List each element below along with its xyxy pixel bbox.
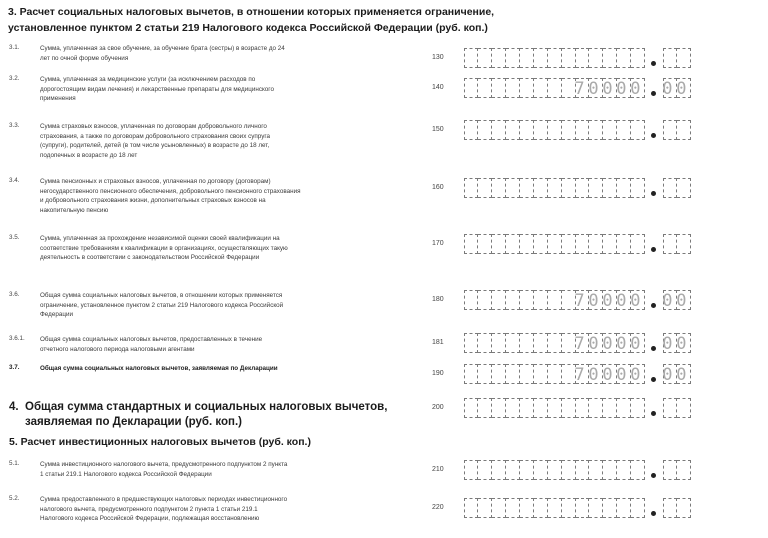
row-160-description: [40, 177, 380, 215]
row-140-decimal-dot: [651, 91, 656, 96]
ruble-digit-cell[interactable]: [548, 333, 562, 353]
ruble-digit-cell[interactable]: [574, 290, 645, 311]
ruble-digit-cell[interactable]: [631, 178, 645, 198]
ruble-digit-cell[interactable]: [492, 234, 506, 254]
ruble-digit-cell[interactable]: [574, 333, 645, 354]
ruble-digit-cell[interactable]: [506, 178, 520, 198]
description-line: Общая сумма социальных налоговых вычетов, заявляемая по Декларации: [40, 365, 278, 372]
row-190-rubles-cells[interactable]: [464, 364, 645, 384]
kopeck-digit-cell[interactable]: [663, 120, 677, 140]
ruble-digit-cell[interactable]: [478, 460, 492, 480]
kopeck-digit-cell[interactable]: [677, 498, 691, 518]
row-220-kopecks-cells[interactable]: [663, 498, 691, 518]
row-170-description: [40, 234, 380, 263]
ruble-digit-cell[interactable]: [506, 333, 520, 353]
ruble-digit-cell[interactable]: [574, 364, 645, 385]
row-160-number: 3.4.: [9, 177, 20, 184]
ruble-digit-cell[interactable]: [574, 78, 645, 99]
row-160-kopecks-cells[interactable]: [663, 178, 691, 198]
ruble-digit-cell[interactable]: [506, 498, 520, 518]
row-190-rubles-value: 70000: [574, 365, 645, 385]
description-line: страхования, а также по договорам добровольного страхования своих супруга: [40, 132, 271, 140]
ruble-digit-cell[interactable]: [506, 290, 520, 310]
kopeck-digit-cell[interactable]: [677, 120, 691, 140]
row-190-kopecks-cells[interactable]: [663, 364, 691, 384]
row-140-rubles-cells[interactable]: [464, 78, 645, 98]
ruble-digit-cell[interactable]: [603, 460, 617, 480]
section-4-number: 4.: [9, 401, 19, 413]
description-line: и добровольного страхования жизни, дополнительных страховых взносов на: [40, 197, 266, 204]
ruble-digit-cell[interactable]: [520, 498, 534, 518]
ruble-digit-cell[interactable]: [617, 234, 631, 254]
ruble-digit-cell[interactable]: [478, 178, 492, 198]
row-150-decimal-dot: [651, 133, 656, 138]
ruble-digit-cell[interactable]: [589, 398, 603, 418]
ruble-digit-cell[interactable]: [562, 290, 576, 310]
row-190-code: 190: [432, 370, 444, 377]
ruble-digit-cell[interactable]: [534, 78, 548, 98]
row-130-amount-field: [464, 48, 764, 68]
ruble-digit-cell[interactable]: [534, 398, 548, 418]
ruble-digit-cell[interactable]: [562, 498, 576, 518]
ruble-digit-cell[interactable]: [506, 364, 520, 384]
ruble-digit-cell[interactable]: [520, 48, 534, 68]
ruble-digit-cell[interactable]: [492, 178, 506, 198]
ruble-digit-cell[interactable]: [548, 234, 562, 254]
section-4-title-line-2: заявляемая по Декларации (руб. коп.): [25, 416, 243, 428]
ruble-digit-cell[interactable]: [464, 290, 478, 310]
ruble-digit-cell[interactable]: [534, 178, 548, 198]
description-line: применения: [40, 95, 76, 102]
ruble-digit-cell[interactable]: [589, 48, 603, 68]
row-140-kopecks-value: 00: [662, 79, 691, 99]
ruble-digit-cell[interactable]: [478, 364, 492, 384]
kopeck-digit-cell[interactable]: [677, 48, 691, 68]
row-130-kopecks-cells[interactable]: [663, 48, 691, 68]
ruble-digit-cell[interactable]: [562, 234, 576, 254]
row-150-number: 3.3.: [9, 122, 20, 129]
ruble-digit-cell[interactable]: [492, 398, 506, 418]
row-190-decimal-dot: [651, 377, 656, 382]
ruble-digit-cell[interactable]: [548, 460, 562, 480]
kopeck-digit-cell[interactable]: [663, 234, 677, 254]
row-181-kopecks-value: 00: [662, 334, 691, 354]
row-200-code: 200: [432, 404, 444, 411]
ruble-digit-cell[interactable]: [478, 234, 492, 254]
row-140-number: 3.2.: [9, 75, 20, 82]
row-220-rubles-cells[interactable]: [464, 498, 645, 518]
ruble-digit-cell[interactable]: [520, 78, 534, 98]
row-181-code: 181: [432, 339, 444, 346]
row-170-code: 170: [432, 240, 444, 247]
ruble-digit-cell[interactable]: [548, 398, 562, 418]
description-line: дорогостоящим видам лечения) и лекарственные препараты для медицинского: [40, 85, 274, 93]
description-line: Федерации: [40, 311, 73, 318]
row-190-description: [40, 364, 380, 374]
description-line: Налогового кодекса Российской Федерации, подлежащая восстановлению: [40, 515, 260, 522]
ruble-digit-cell[interactable]: [562, 460, 576, 480]
ruble-digit-cell[interactable]: [576, 120, 590, 140]
ruble-digit-cell[interactable]: [631, 460, 645, 480]
ruble-digit-cell[interactable]: [562, 48, 576, 68]
description-line: налогового вычета, предусмотренного подпунктом 2 пункта 1 статьи 219.1: [40, 505, 258, 513]
ruble-digit-cell[interactable]: [464, 460, 478, 480]
ruble-digit-cell[interactable]: [617, 460, 631, 480]
row-210-code: 210: [432, 466, 444, 473]
row-181-description: [40, 335, 380, 354]
row-130-number: 3.1.: [9, 44, 20, 51]
row-200-decimal-dot: [651, 411, 656, 416]
row-180-kopecks-cells[interactable]: [663, 290, 691, 310]
description-line: соответствие требованиям к квалификации в организациях, осуществляющих такую: [40, 244, 288, 252]
ruble-digit-cell[interactable]: [534, 120, 548, 140]
ruble-digit-cell[interactable]: [617, 398, 631, 418]
ruble-digit-cell[interactable]: [506, 460, 520, 480]
kopeck-digit-cell[interactable]: [662, 78, 691, 99]
ruble-digit-cell[interactable]: [464, 234, 478, 254]
row-210-kopecks-cells[interactable]: [663, 460, 691, 480]
ruble-digit-cell[interactable]: [631, 498, 645, 518]
description-line: подопечных в возрасте до 18 лет: [40, 151, 138, 159]
ruble-digit-cell[interactable]: [562, 178, 576, 198]
row-170-decimal-dot: [651, 247, 656, 252]
ruble-digit-cell[interactable]: [576, 48, 590, 68]
ruble-digit-cell[interactable]: [464, 78, 478, 98]
description-line: деятельность в соответствии с законодательством Российской Федерации: [40, 254, 260, 261]
ruble-digit-cell[interactable]: [603, 120, 617, 140]
ruble-digit-cell[interactable]: [562, 398, 576, 418]
row-130-decimal-dot: [651, 61, 656, 66]
row-220-amount-field: [464, 498, 764, 518]
kopeck-digit-cell[interactable]: [677, 178, 691, 198]
ruble-digit-cell[interactable]: [492, 364, 506, 384]
row-181-kopecks-cells[interactable]: [663, 333, 691, 353]
ruble-digit-cell[interactable]: [464, 364, 478, 384]
row-180-number: 3.6.: [9, 291, 20, 298]
ruble-digit-cell[interactable]: [562, 364, 576, 384]
ruble-digit-cell[interactable]: [576, 178, 590, 198]
ruble-digit-cell[interactable]: [464, 333, 478, 353]
ruble-digit-cell[interactable]: [548, 290, 562, 310]
ruble-digit-cell[interactable]: [520, 364, 534, 384]
row-210-decimal-dot: [651, 473, 656, 478]
kopeck-digit-cell[interactable]: [663, 498, 677, 518]
kopeck-digit-cell[interactable]: [662, 333, 691, 354]
ruble-digit-cell[interactable]: [520, 333, 534, 353]
row-180-rubles-value: 70000: [574, 291, 645, 311]
kopeck-digit-cell[interactable]: [662, 290, 691, 311]
ruble-digit-cell[interactable]: [603, 178, 617, 198]
row-150-amount-field: [464, 120, 764, 140]
row-190-kopecks-value: 00: [662, 365, 691, 385]
ruble-digit-cell[interactable]: [520, 460, 534, 480]
kopeck-digit-cell[interactable]: [677, 460, 691, 480]
ruble-digit-cell[interactable]: [589, 498, 603, 518]
row-190-number: 3.7.: [9, 364, 20, 371]
ruble-digit-cell[interactable]: [464, 120, 478, 140]
ruble-digit-cell[interactable]: [548, 120, 562, 140]
kopeck-digit-cell[interactable]: [677, 234, 691, 254]
ruble-digit-cell[interactable]: [492, 498, 506, 518]
description-line: негосударственного пенсионного обеспечения, добровольного пенсионного страхования: [40, 187, 301, 195]
row-170-rubles-cells[interactable]: [464, 234, 645, 254]
description-line: Сумма, уплаченная за медицинские услуги (за исключением расходов по: [40, 76, 256, 83]
ruble-digit-cell[interactable]: [548, 78, 562, 98]
ruble-digit-cell[interactable]: [562, 333, 576, 353]
ruble-digit-cell[interactable]: [492, 48, 506, 68]
row-200-kopecks-cells[interactable]: [663, 398, 691, 418]
ruble-digit-cell[interactable]: [478, 48, 492, 68]
kopeck-digit-cell[interactable]: [663, 48, 677, 68]
row-220-description: [40, 495, 380, 524]
description-line: Общая сумма социальных налоговых вычетов, в отношении которых применяется: [40, 292, 283, 299]
row-210-description: [40, 460, 380, 479]
row-180-code: 180: [432, 296, 444, 303]
row-140-rubles-value: 70000: [574, 79, 645, 99]
ruble-digit-cell[interactable]: [631, 120, 645, 140]
row-150-kopecks-cells[interactable]: [663, 120, 691, 140]
description-line: Сумма предоставленного в предшествующих налоговых периодах инвестиционного: [40, 496, 288, 503]
section-3-title-line-1: 3. Расчет социальных налоговых вычетов, в отношении которых применяется ограничение,: [8, 6, 495, 18]
row-210-number: 5.1.: [9, 460, 20, 467]
ruble-digit-cell[interactable]: [631, 398, 645, 418]
ruble-digit-cell[interactable]: [534, 234, 548, 254]
row-180-kopecks-value: 00: [662, 291, 691, 311]
section-5-title: 5. Расчет инвестиционных налоговых вычетов (руб. коп.): [9, 436, 311, 448]
description-line: накопительную пенсию: [40, 206, 109, 214]
ruble-digit-cell[interactable]: [464, 498, 478, 518]
ruble-digit-cell[interactable]: [534, 498, 548, 518]
section-3-title-line-2: установленное пунктом 2 статьи 219 Налогового кодекса Российской Федерации (руб. коп.): [8, 22, 488, 34]
ruble-digit-cell[interactable]: [478, 398, 492, 418]
row-160-amount-field: [464, 178, 764, 198]
row-181-rubles-cells[interactable]: [464, 333, 645, 353]
row-170-number: 3.5.: [9, 234, 20, 241]
ruble-digit-cell[interactable]: [548, 498, 562, 518]
ruble-digit-cell[interactable]: [520, 234, 534, 254]
kopeck-digit-cell[interactable]: [677, 398, 691, 418]
ruble-digit-cell[interactable]: [589, 460, 603, 480]
ruble-digit-cell[interactable]: [506, 234, 520, 254]
ruble-digit-cell[interactable]: [617, 48, 631, 68]
row-170-amount-field: [464, 234, 764, 254]
ruble-digit-cell[interactable]: [562, 78, 576, 98]
row-150-rubles-cells[interactable]: [464, 120, 645, 140]
ruble-digit-cell[interactable]: [464, 178, 478, 198]
ruble-digit-cell[interactable]: [520, 398, 534, 418]
description-line: (супруги), родителей, детей (в том числе усыновленных) в возрасте до 18 лет,: [40, 142, 270, 149]
row-140-kopecks-cells[interactable]: [663, 78, 691, 98]
ruble-digit-cell[interactable]: [603, 398, 617, 418]
ruble-digit-cell[interactable]: [492, 120, 506, 140]
ruble-digit-cell[interactable]: [548, 364, 562, 384]
ruble-digit-cell[interactable]: [520, 178, 534, 198]
row-190-amount-field: [464, 364, 764, 384]
ruble-digit-cell[interactable]: [506, 120, 520, 140]
description-line: Сумма пенсионных и страховых взносов, уплаченная по договору (договорам): [40, 178, 271, 185]
description-line: отчетного налогового периода налоговыми агентами: [40, 345, 195, 353]
row-181-decimal-dot: [651, 346, 656, 351]
description-line: Сумма, уплаченная за прохождение независимой оценки своей квалификации на: [40, 235, 280, 242]
ruble-digit-cell[interactable]: [492, 333, 506, 353]
ruble-digit-cell[interactable]: [589, 120, 603, 140]
row-140-amount-field: [464, 78, 764, 98]
ruble-digit-cell[interactable]: [492, 78, 506, 98]
section-4-title-line-1: Общая сумма стандартных и социальных налоговых вычетов,: [25, 401, 388, 413]
row-180-description: [40, 291, 380, 320]
ruble-digit-cell[interactable]: [506, 398, 520, 418]
ruble-digit-cell[interactable]: [589, 178, 603, 198]
ruble-digit-cell[interactable]: [617, 178, 631, 198]
ruble-digit-cell[interactable]: [576, 234, 590, 254]
ruble-digit-cell[interactable]: [534, 290, 548, 310]
ruble-digit-cell[interactable]: [603, 234, 617, 254]
ruble-digit-cell[interactable]: [478, 78, 492, 98]
ruble-digit-cell[interactable]: [548, 178, 562, 198]
ruble-digit-cell[interactable]: [492, 290, 506, 310]
ruble-digit-cell[interactable]: [506, 48, 520, 68]
row-181-number: 3.6.1.: [9, 335, 25, 342]
ruble-digit-cell[interactable]: [534, 333, 548, 353]
row-150-description: [40, 122, 380, 160]
ruble-digit-cell[interactable]: [562, 120, 576, 140]
row-140-description: [40, 75, 380, 104]
row-210-rubles-cells[interactable]: [464, 460, 645, 480]
ruble-digit-cell[interactable]: [576, 460, 590, 480]
description-line: 1 статьи 219.1 Налогового кодекса Российской Федерации: [40, 470, 212, 478]
ruble-digit-cell[interactable]: [478, 498, 492, 518]
row-170-kopecks-cells[interactable]: [663, 234, 691, 254]
ruble-digit-cell[interactable]: [464, 398, 478, 418]
row-200-rubles-cells[interactable]: [464, 398, 645, 418]
ruble-digit-cell[interactable]: [534, 460, 548, 480]
kopeck-digit-cell[interactable]: [663, 398, 677, 418]
ruble-digit-cell[interactable]: [548, 48, 562, 68]
row-160-rubles-cells[interactable]: [464, 178, 645, 198]
description-line: Общая сумма социальных налоговых вычетов, предоставленных в течение: [40, 336, 263, 343]
ruble-digit-cell[interactable]: [589, 234, 603, 254]
ruble-digit-cell[interactable]: [506, 78, 520, 98]
ruble-digit-cell[interactable]: [617, 120, 631, 140]
row-160-decimal-dot: [651, 191, 656, 196]
row-220-number: 5.2.: [9, 495, 20, 502]
kopeck-digit-cell[interactable]: [662, 364, 691, 385]
ruble-digit-cell[interactable]: [478, 290, 492, 310]
description-line: Сумма инвестиционного налогового вычета, предусмотренного подпунктом 2 пункта: [40, 461, 288, 468]
ruble-digit-cell[interactable]: [603, 498, 617, 518]
ruble-digit-cell[interactable]: [576, 398, 590, 418]
kopeck-digit-cell[interactable]: [663, 178, 677, 198]
row-181-rubles-value: 70000: [574, 334, 645, 354]
ruble-digit-cell[interactable]: [603, 48, 617, 68]
ruble-digit-cell[interactable]: [576, 498, 590, 518]
row-130-description: [40, 44, 380, 63]
ruble-digit-cell[interactable]: [478, 120, 492, 140]
row-140-code: 140: [432, 84, 444, 91]
ruble-digit-cell[interactable]: [520, 290, 534, 310]
row-220-code: 220: [432, 504, 444, 511]
ruble-digit-cell[interactable]: [631, 48, 645, 68]
row-180-amount-field: [464, 290, 764, 310]
ruble-digit-cell[interactable]: [492, 460, 506, 480]
row-150-code: 150: [432, 126, 444, 133]
ruble-digit-cell[interactable]: [534, 364, 548, 384]
description-line: Сумма страховых взносов, уплаченная по договорам добровольного личного: [40, 123, 267, 130]
ruble-digit-cell[interactable]: [534, 48, 548, 68]
ruble-digit-cell[interactable]: [631, 234, 645, 254]
row-180-decimal-dot: [651, 303, 656, 308]
row-130-code: 130: [432, 54, 444, 61]
row-160-code: 160: [432, 184, 444, 191]
description-line: Сумма, уплаченная за свое обучение, за обучение брата (сестры) в возрасте до 24: [40, 45, 285, 52]
ruble-digit-cell[interactable]: [478, 333, 492, 353]
ruble-digit-cell[interactable]: [617, 498, 631, 518]
row-210-amount-field: [464, 460, 764, 480]
row-220-decimal-dot: [651, 511, 656, 516]
row-200-amount-field: [464, 398, 764, 418]
row-181-amount-field: [464, 333, 764, 353]
description-line: ограничение, установленное пунктом 2 статьи 219 Налогового кодекса Российской: [40, 301, 284, 309]
row-180-rubles-cells[interactable]: [464, 290, 645, 310]
row-130-rubles-cells[interactable]: [464, 48, 645, 68]
ruble-digit-cell[interactable]: [520, 120, 534, 140]
ruble-digit-cell[interactable]: [464, 48, 478, 68]
description-line: лет по очной форме обучения: [40, 54, 129, 62]
kopeck-digit-cell[interactable]: [663, 460, 677, 480]
